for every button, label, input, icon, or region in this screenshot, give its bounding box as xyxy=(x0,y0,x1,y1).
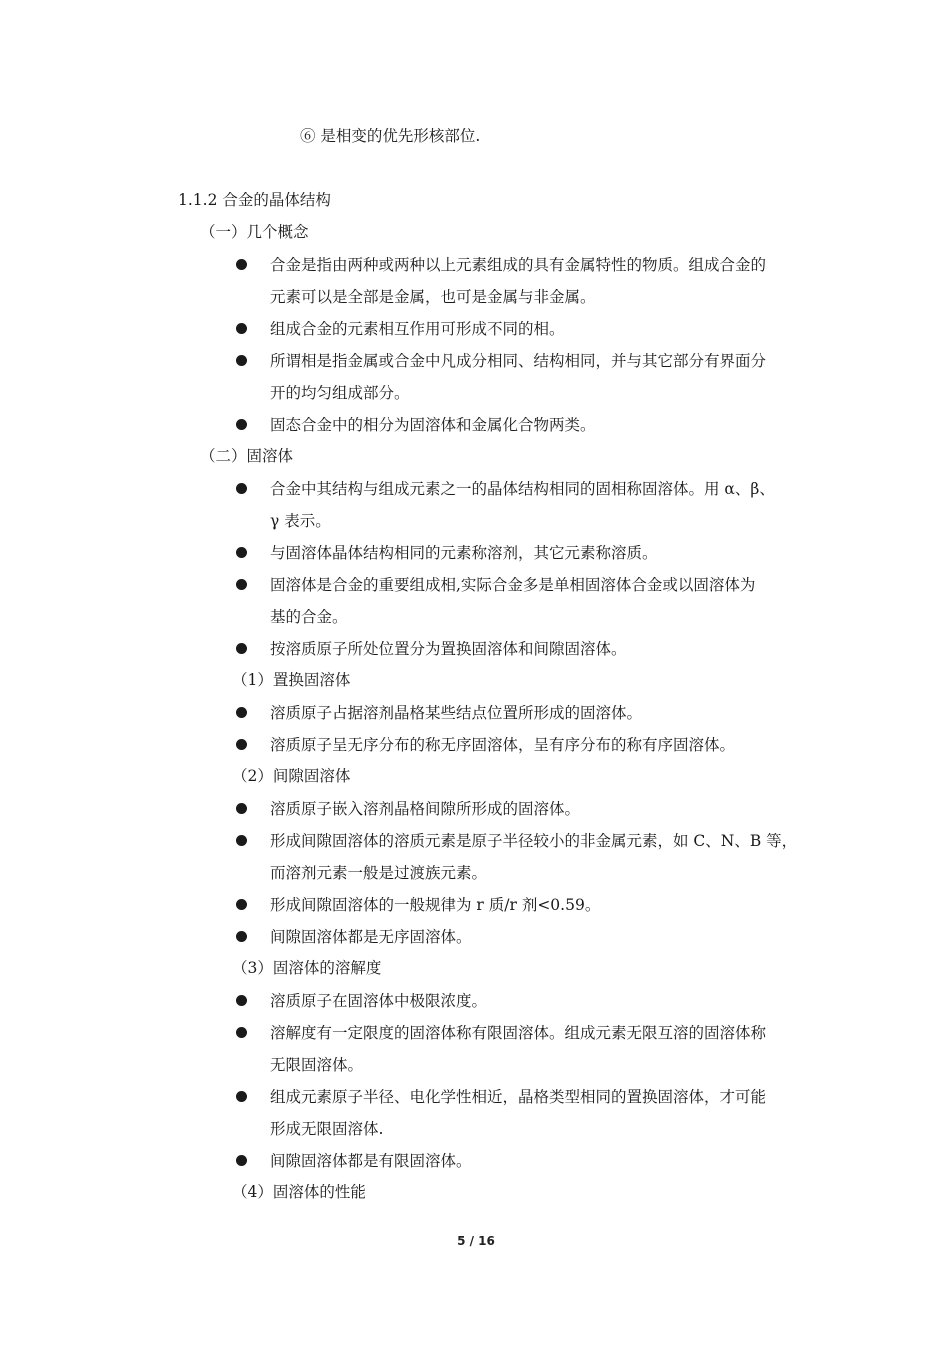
subsection-heading: （1）置换固溶体 xyxy=(232,671,351,689)
bullet-text: 形成间隙固溶体的溶质元素是原子半径较小的非金属元素，如 C、N、B 等， xyxy=(270,832,798,850)
bullet-icon xyxy=(236,899,247,910)
bullet-text: 固态合金中的相分为固溶体和金属化合物两类。 xyxy=(270,416,596,434)
bullet-icon xyxy=(236,419,247,430)
bullet-icon xyxy=(236,547,247,558)
bullet-text: 合金中其结构与组成元素之一的晶体结构相同的固相称固溶体。用 α、β、 xyxy=(270,480,775,498)
bullet-text: 合金是指由两种或两种以上元素组成的具有金属特性的物质。组成合金的 xyxy=(270,256,767,274)
bullet-text: 间隙固溶体都是无序固溶体。 xyxy=(270,928,472,946)
part-one-heading: （一）几个概念 xyxy=(200,223,309,241)
bullet-text: 与固溶体晶体结构相同的元素称溶剂，其它元素称溶质。 xyxy=(270,544,658,562)
page-number: 5 / 16 xyxy=(457,1234,495,1248)
bullet-text: 组成元素原子半径、电化学性相近，晶格类型相同的置换固溶体，才可能 xyxy=(270,1088,767,1106)
bullet-text: 间隙固溶体都是有限固溶体。 xyxy=(270,1152,472,1170)
bullet-text-continued: 形成无限固溶体. xyxy=(270,1120,384,1138)
circled-item-six: ⑥ 是相变的优先形核部位. xyxy=(300,127,481,145)
bullet-icon xyxy=(236,739,247,750)
bullet-icon xyxy=(236,1027,247,1038)
bullet-icon xyxy=(236,931,247,942)
bullet-text: 溶质原子占据溶剂晶格某些结点位置所形成的固溶体。 xyxy=(270,704,643,722)
bullet-text: 溶解度有一定限度的固溶体称有限固溶体。组成元素无限互溶的固溶体称 xyxy=(270,1024,767,1042)
bullet-icon xyxy=(236,835,247,846)
bullet-icon xyxy=(236,579,247,590)
bullet-icon xyxy=(236,1155,247,1166)
bullet-text-continued: γ 表示。 xyxy=(270,512,331,530)
bullet-text: 所谓相是指金属或合金中凡成分相同、结构相同，并与其它部分有界面分 xyxy=(270,352,767,370)
bullet-text-continued: 无限固溶体。 xyxy=(270,1056,364,1074)
bullet-icon xyxy=(236,803,247,814)
bullet-text: 溶质原子在固溶体中极限浓度。 xyxy=(270,992,488,1010)
bullet-text: 组成合金的元素相互作用可形成不同的相。 xyxy=(270,320,565,338)
bullet-text-continued: 基的合金。 xyxy=(270,608,348,626)
bullet-text: 形成间隙固溶体的一般规律为 r 质/r 剂<0.59。 xyxy=(270,896,601,914)
bullet-icon xyxy=(236,259,247,270)
bullet-text: 按溶质原子所处位置分为置换固溶体和间隙固溶体。 xyxy=(270,640,627,658)
bullet-text: 固溶体是合金的重要组成相,实际合金多是单相固溶体合金或以固溶体为 xyxy=(270,576,756,594)
subsection-heading: （2）间隙固溶体 xyxy=(232,767,351,785)
part-two-heading: （二）固溶体 xyxy=(200,447,294,465)
subsection-heading: （4）固溶体的性能 xyxy=(232,1183,366,1201)
subsection-heading: （3）固溶体的溶解度 xyxy=(232,959,382,977)
bullet-icon xyxy=(236,323,247,334)
bullet-text: 溶质原子嵌入溶剂晶格间隙所形成的固溶体。 xyxy=(270,800,581,818)
bullet-text: 溶质原子呈无序分布的称无序固溶体，呈有序分布的称有序固溶体。 xyxy=(270,736,736,754)
bullet-icon xyxy=(236,995,247,1006)
bullet-text-continued: 而溶剂元素一般是过渡族元素。 xyxy=(270,864,488,882)
bullet-icon xyxy=(236,483,247,494)
bullet-icon xyxy=(236,643,247,654)
section-heading: 1.1.2 合金的晶体结构 xyxy=(178,191,331,209)
bullet-text-continued: 元素可以是全部是金属，也可是金属与非金属。 xyxy=(270,288,596,306)
bullet-text-continued: 开的均匀组成部分。 xyxy=(270,384,410,402)
bullet-icon xyxy=(236,707,247,718)
bullet-icon xyxy=(236,355,247,366)
bullet-icon xyxy=(236,1091,247,1102)
